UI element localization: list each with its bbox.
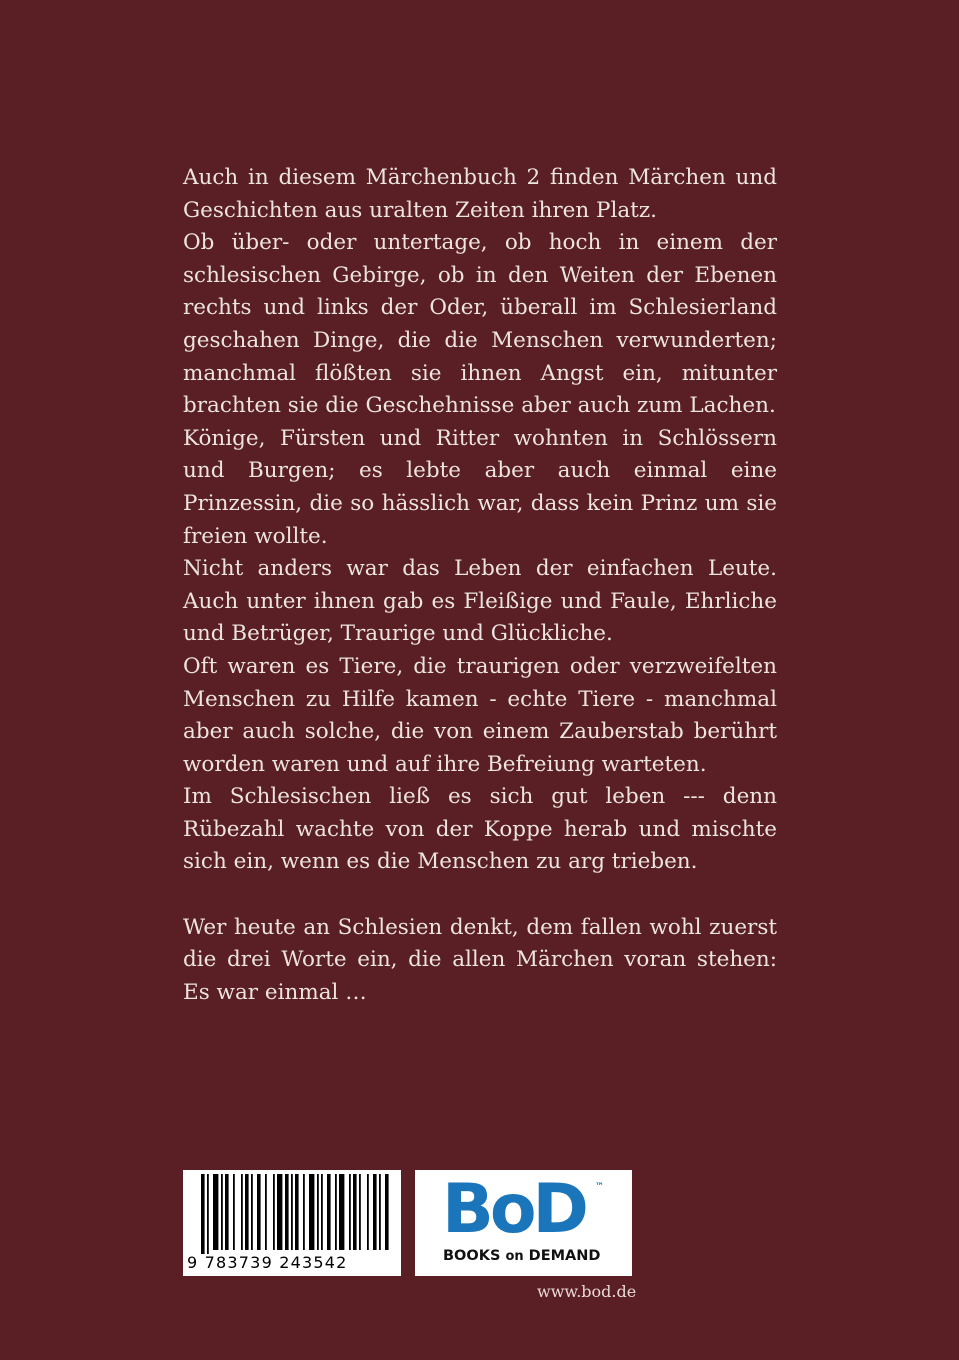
barcode-bar bbox=[349, 1174, 351, 1250]
barcode-bar bbox=[317, 1174, 319, 1250]
barcode-bar bbox=[303, 1174, 305, 1250]
barcode-bar bbox=[353, 1174, 357, 1250]
barcode-bar bbox=[265, 1174, 267, 1250]
tagline-demand: DEMAND bbox=[523, 1248, 601, 1264]
barcode-bar bbox=[335, 1174, 337, 1250]
barcode-bar bbox=[327, 1174, 331, 1250]
barcode-bar bbox=[285, 1174, 289, 1250]
trademark-mark: ™ bbox=[595, 1182, 604, 1192]
barcode-bar bbox=[257, 1174, 261, 1250]
publisher-url: www.bod.de bbox=[537, 1282, 637, 1301]
blurb-paragraph-5: Oft waren es Tiere, die traurigen oder verzweifelten Menschen zu Hilfe kamen - echte Tiere - manchmal aber auch solche, die von einem Zauberstab berührt worden waren und auf ihre Befreiung warteten. bbox=[183, 653, 777, 777]
blurb-paragraph-3: Könige, Fürsten und Ritter wohnten in Schlössern und Burgen; es lebte aber auch einmal eine Prinzessin, die so hässlich war, dass kein Prinz um sie freien wollte. bbox=[183, 425, 777, 549]
barcode-bar bbox=[385, 1174, 389, 1250]
tagline-on: on bbox=[505, 1249, 524, 1264]
barcode-bar bbox=[291, 1174, 293, 1250]
blurb-paragraph-4: Nicht anders war das Leben der einfachen Leute. Auch unter ihnen gab es Fleißige und Faule, Ehrliche und Betrüger, Traurige und Glückliche. bbox=[183, 556, 777, 647]
barcode-bar bbox=[201, 1174, 205, 1254]
isbn-number: 9 783739 243542 bbox=[187, 1253, 348, 1272]
blurb-paragraph-6: Im Schlesischen ließ es sich gut leben --- denn Rübezahl wachte von der Koppe herab und mischte sich ein, wenn es die Menschen zu arg trieben. bbox=[183, 784, 777, 875]
barcode-bar bbox=[207, 1174, 209, 1254]
barcode-bar bbox=[225, 1174, 229, 1250]
publisher-logo-box bbox=[415, 1170, 632, 1276]
publisher-tagline bbox=[443, 1248, 600, 1264]
barcode-bar bbox=[233, 1174, 235, 1250]
barcode-bar bbox=[379, 1174, 381, 1250]
isbn-barcode bbox=[183, 1170, 401, 1276]
barcode-bar bbox=[367, 1174, 369, 1250]
blurb-paragraph-7: Wer heute an Schlesien denkt, dem fallen wohl zuerst die drei Worte ein, die allen Märchen voran stehen: Es war einmal … bbox=[183, 914, 777, 1005]
blurb-paragraph-2: Ob über- oder untertage, ob hoch in einem der schlesischen Gebirge, ob in den Weiten der Ebenen rechts und links der Oder, überall im Schlesierland geschahen Dinge, die die Menschen verwunderten; manchmal flößten sie ihnen Angst ein, mitunter brachten sie die Geschehnisse aber auch zum Lachen. bbox=[183, 230, 777, 419]
barcode-bar bbox=[321, 1174, 323, 1250]
barcode-bar bbox=[277, 1174, 282, 1250]
blurb-paragraph-1: Auch in diesem Märchenbuch 2 finden Märchen und Geschichten aus uralten Zeiten ihren Platz. bbox=[183, 165, 777, 223]
barcode-bar bbox=[339, 1174, 344, 1250]
blurb-text bbox=[183, 162, 777, 1009]
barcode-bar bbox=[241, 1174, 243, 1250]
barcode-bar bbox=[213, 1174, 218, 1250]
barcode-bar bbox=[221, 1174, 223, 1250]
barcode-bar bbox=[295, 1174, 299, 1250]
barcode-bar bbox=[373, 1174, 377, 1250]
bod-logo: BoD bbox=[442, 1170, 585, 1249]
barcode-bar bbox=[251, 1174, 253, 1250]
barcode-bar bbox=[359, 1174, 361, 1250]
barcode-bar bbox=[245, 1174, 249, 1250]
barcode-bars bbox=[189, 1174, 395, 1254]
barcode-bar bbox=[273, 1174, 275, 1250]
tagline-books: BOOKS bbox=[443, 1248, 506, 1264]
barcode-bar bbox=[309, 1174, 314, 1250]
